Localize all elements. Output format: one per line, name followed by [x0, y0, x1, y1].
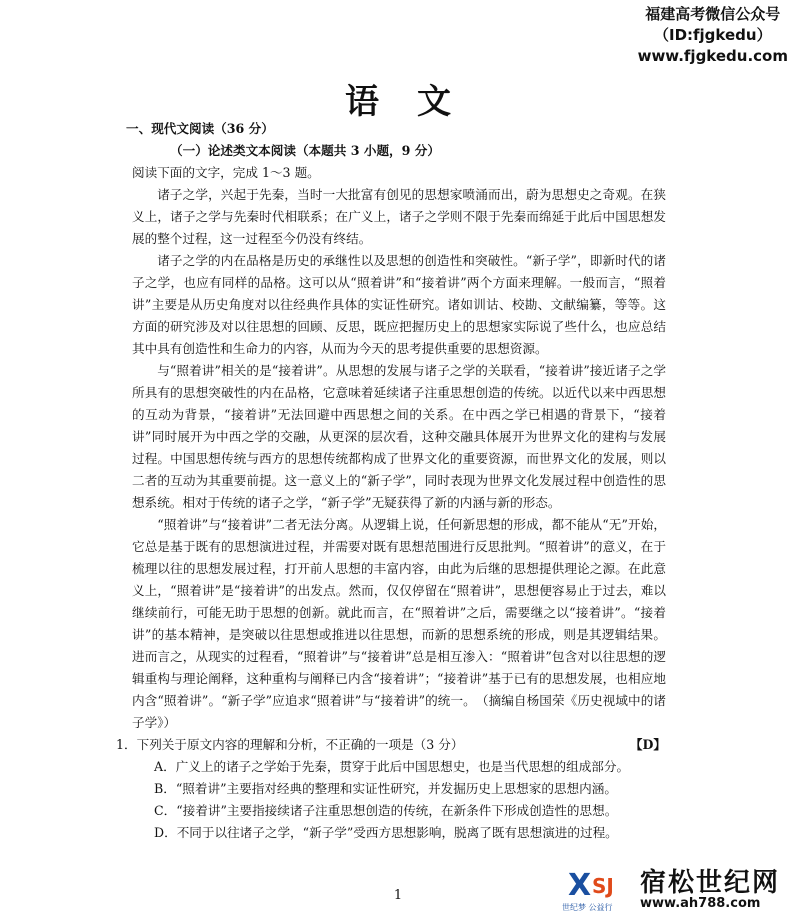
option-d: D．不同于以往诸子之学，“新子学”受西方思想影响，脱离了既有思想演进的过程。: [154, 825, 618, 840]
paragraph-1: 诸子之学，兴起于先秦，当时一大批富有创见的思想家喷涌而出，蔚为思想史之奇观。在狭义上，诸子之学与先秦时代相联系；在广义上，诸子之学则不限于先秦而绵延于此后中国思想发展的整个过程，这一过程至今仍没有终结。: [132, 187, 666, 246]
logo-sj-glyph: SJ: [592, 874, 614, 898]
watermark-line3: www.fjgkedu.com: [637, 47, 788, 65]
section-heading: 一、现代文阅读（36 分）: [126, 121, 274, 136]
page-title: 语文: [345, 82, 489, 122]
paragraph-2: 诸子之学的内在品格是历史的承继性以及思想的创造性和突破性。“新子学”，即新时代的诸子之学，也应有同样的品格。这可以从“照着讲”和“接着讲”两个方面来理解。一般而言，“照着讲”主要是从历史角度对以往经典作具体的实证性研究。诸如训诂、校勘、文献编纂，等等。这方面的研究涉及对以往思想的回顾、反思，既应把握历史上的思想家实际说了些什么，也应总结其中具有创造性和生命力的内容，从而为今天的思考提供重要的思想资源。: [132, 253, 666, 356]
watermark-line2: （ID:fjgkedu）: [653, 26, 772, 44]
instruction: 阅读下面的文字，完成 1～3 题。: [132, 165, 320, 180]
subsection-heading: （一）论述类文本阅读（本题共 3 小题，9 分）: [170, 143, 440, 158]
question-1: [116, 734, 666, 756]
option-b: B．“照着讲”主要指对经典的整理和实证性研究，并发掘历史上思想家的思想内涵。: [154, 781, 617, 796]
question-1-stem: 1．下列关于原文内容的理解和分析，不正确的一项是（3 分）: [116, 737, 464, 752]
option-a: A．广义上的诸子之学始于先秦，贯穿于此后中国思想史，也是当代思想的组成部分。: [154, 759, 630, 774]
page-number: 1: [393, 888, 403, 903]
site-logo: [562, 862, 792, 920]
option-c: C．“接着讲”主要指接续诸子注重思想创造的传统，在新条件下形成创造性的思想。: [154, 803, 618, 818]
watermark: [638, 4, 788, 67]
document-body: [116, 118, 666, 844]
watermark-line1: 福建高考微信公众号: [645, 5, 781, 23]
logo-tagline: 世纪梦 公益行: [562, 903, 613, 912]
logo-mark: [562, 866, 634, 914]
logo-url: www.ah788.com: [640, 896, 761, 911]
paragraph-4: “照着讲”与“接着讲”二者无法分离。从逻辑上说，任何新思想的形成，都不能从“无”开始，它总是基于既有的思想演进过程，并需要对既有思想范围进行反思批判。“照着讲”的意义，在于梳理以往的思想发展过程，打开前人思想的丰富内容，由此为后继的思想提供理论之源。在此意义上，“照着讲”是“接着讲”的出发点。然而，仅仅停留在“照着讲”，思想便容易止于过去，难以继续前行，可能无助于思想的创新。就此而言，在“照着讲”之后，需要继之以“接着讲”。“接着讲”的基本精神，是突破以往思想或推进以往思想，而新的思想系统的形成，则是其逻辑结果。进而言之，从现实的过程看，“照着讲”与“接着讲”总是相互渗入：“照着讲”包含对以往思想的逻辑重构与理论阐释，这种重构与阐释已内含“接着讲”；“接着讲”基于已有的思想发展，也相应地内含“照着讲”。“新子学”应追求“照着讲”与“接着讲”的统一。 （摘编自杨国荣《历史视域中的诸子学》）: [132, 517, 666, 730]
logo-x-glyph: X: [568, 868, 592, 903]
logo-site-name: 宿松世纪网: [640, 868, 781, 898]
question-1-answer: 【D】: [629, 737, 666, 752]
paragraph-3: 与“照着讲”相关的是“接着讲”。从思想的发展与诸子之学的关联看，“接着讲”接近诸子之学所具有的思想突破性的内在品格，它意味着延续诸子注重思想创造的传统。以近代以来中西思想的互动为背景，“接着讲”无法回避中西思想之间的关系。在中西之学已相遇的背景下，“接着讲”同时展开为中西之学的交融，从更深的层次看，这种交融具体展开为世界文化的建构与发展过程。中国思想传统与西方的思想传统都构成了世界文化的重要资源，而世界文化的发展，则以二者的互动为其重要前提。这一意义上的“新子学”，同时表现为世界文化发展过程中创造性的思想系统。相对于传统的诸子之学，“新子学”无疑获得了新的内涵与新的形态。: [132, 363, 666, 510]
